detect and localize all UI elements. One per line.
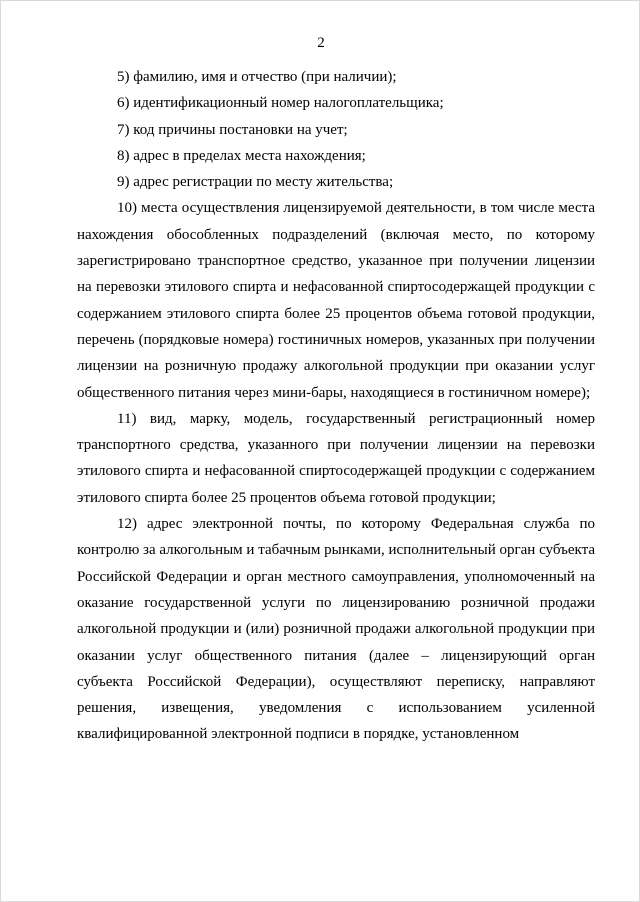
list-item-5-surname-name: 5) фамилию, имя и отчество (при наличии);	[117, 69, 397, 85]
list-item-8-address-location: 8) адрес в пределах места нахождения;	[117, 147, 366, 164]
list-item-6-taxpayer-id: 6) идентификационный номер налогоплательщика;	[117, 95, 444, 112]
list-item-12-email-address: 12) адрес электронной почты, по которому Федеральная служба по контролю за алкогольным и табачным рынками, исполнительный орган субъекта Российской Федерации и орган местного самоуправления, уполномоченный на оказание государственной услуги по лицензированию розничной продажи алкогольной продукции и (или) розничной продажи алкогольной продукции при оказании услуг общественного питания (далее – лицензирующий орган субъекта Российской Федерации), осуществляют переписку, направляют решения, извещения, уведомления с использованием усиленной квалифицированной электронной подписи в порядке, установленном	[77, 516, 596, 743]
list-item-9-residence-address: 9) адрес регистрации по месту жительства;	[117, 174, 394, 191]
list-item-7-registration-reason-code: 7) код причины постановки на учет;	[117, 121, 348, 138]
page-number: 2	[317, 35, 325, 51]
list-item-10-activity-locations: 10) места осуществления лицензируемой деятельности, в том числе места нахождения обособленных подразделений (включая место, по которому зарегистрировано транспортное средство, указанное при получении лицензии на перевозки этилового спирта и нефасованной спиртосодержащей продукции с содержанием этилового спирта более 25 процентов объема готовой продукции, перечень (порядковые номера) гостиничных номеров, указанных при получении лицензии на розничную продажу алкогольной продукции при оказании услуг общественного питания через мини-бары, находящиеся в гостиничном номере);	[77, 200, 595, 401]
document-body	[77, 64, 595, 748]
list-item-11-vehicle-details: 11) вид, марку, модель, государственный регистрационный номер транспортного средства, указанного при получении лицензии на перевозки этилового спирта и нефасованной спиртосодержащей продукции с содержанием этилового спирта более 25 процентов объема готовой продукции;	[77, 410, 595, 506]
